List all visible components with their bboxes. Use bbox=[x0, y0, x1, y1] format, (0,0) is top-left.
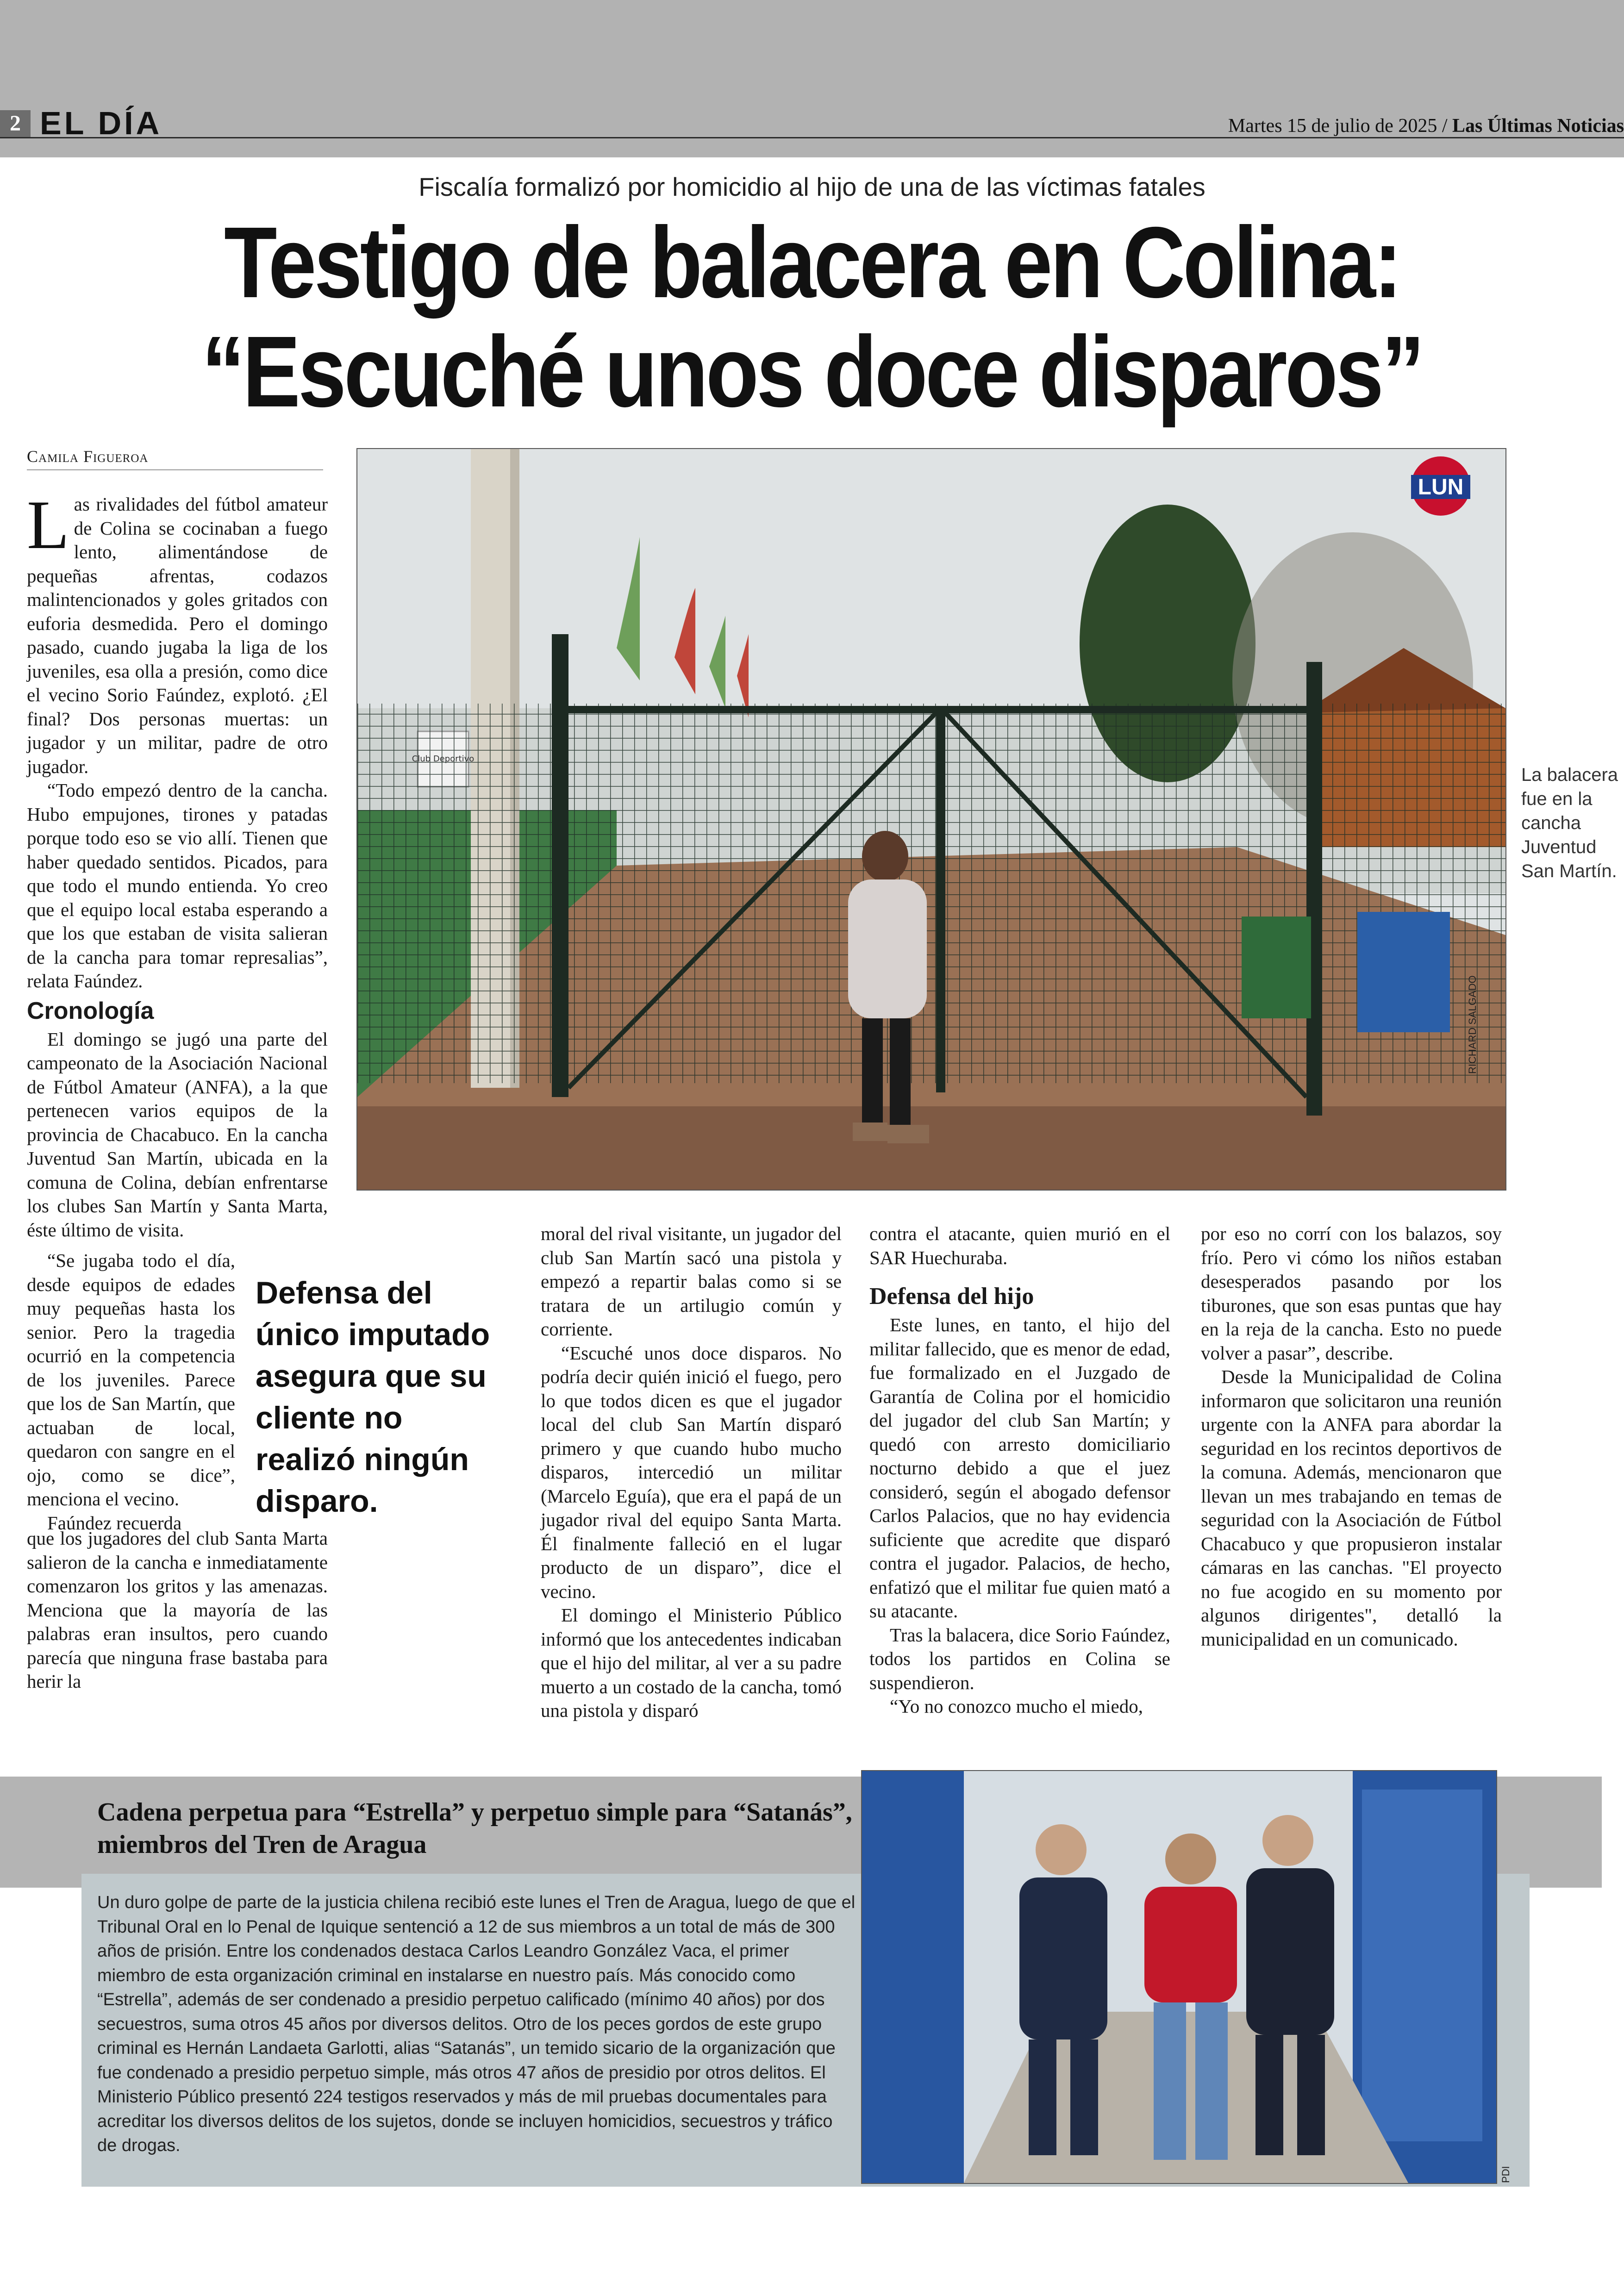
arrest-scene-illustration bbox=[862, 1771, 1496, 2183]
gate-scene-illustration bbox=[357, 449, 1505, 1190]
box-text: Un duro golpe de parte de la justicia chilena recibió este lunes el Tren de Aragua, luego de que el Tribunal Oral en lo Penal de Iquique sentenció a 12 de sus miembros a un total de más de 300 años de prisión. Entre los condenados destaca Carlos Leandro González Vaca, el primer miembro de esta organización criminal en instalarse en nuestro país. Más conocido como “Estrella”, además de ser condenado a presidio perpetuo calificado (mínimo 40 años) por dos secuestros, suma otros 45 años por diversos delitos. Otro de los peces gordos de este grupo criminal es Hernán Landaeta Garlotti, alias “Satanás”, un temido sicario de la organización que fue condenado a presidio perpetuo simple, más otros 47 años de presidio por otros delitos. El Ministerio Público presentó 224 testigos reservados y más de mil pruebas documentales para acreditar los diversos delitos de los sujetos, donde se incluyen homicidios, secuestros y tráfico de drogas. bbox=[97, 1893, 856, 2155]
paragraph: “Se jugaba todo el día, desde equipos de edades muy pequeñas hasta los senior. Pero la tragedia ocurrió en la competencia de los juveniles. Parece que los de San Martín, que actuaban de local, quedaron con sangre en el ojo, como se dice”, menciona el vecino. bbox=[27, 1250, 235, 1509]
paragraph: por eso no corrí con los balazos, soy frío. Pero vi cómo los niños estaban desesperados pasando por los tiburones, que son esas puntas que hay en la reja de la cancha. Esto no puede volver a pasar”, describe. bbox=[1201, 1223, 1502, 1364]
paragraph: El domingo se jugó una parte del campeonato de la Asociación Nacional de Fútbol Amateur (ANFA), a la que pertenecen varios equipos de la provincia de Chacabuco. En la cancha Juventud San Martín, ubicada en la comuna de Colina, debían enfrentarse los clubes San Martín y Santa Marta, éste último de visita. bbox=[27, 1028, 328, 1241]
paragraph: contra el atacante, quien murió en el SAR Huechuraba. bbox=[869, 1223, 1170, 1268]
article-column-4 bbox=[1201, 1222, 1502, 1651]
paragraph: Faúndez recuerda bbox=[47, 1512, 182, 1534]
photo-credit: RICHARD SALGADO bbox=[1467, 975, 1478, 1074]
headline bbox=[114, 208, 1511, 427]
subhead-defensa: Defensa del hijo bbox=[869, 1283, 1034, 1310]
article-column-1-bottom bbox=[27, 1527, 328, 1694]
article-column-3 bbox=[869, 1222, 1170, 1719]
box-title: Cadena perpetua para “Estrella” y perpetuo simple para “Satanás”, miembros del Tren de Aragua bbox=[97, 1798, 852, 1859]
article-column-1-narrow bbox=[27, 1249, 235, 1535]
lun-logo-text: LUN bbox=[1418, 475, 1464, 499]
photo-caption: La balacera fue en la cancha Juventud San Martín. bbox=[1521, 765, 1618, 881]
drop-cap: L bbox=[27, 486, 69, 563]
paragraph: El domingo el Ministerio Público informó que los antecedentes indicaban que el hijo del militar, al ver a su padre muerto a un costado de la cancha, tomó una pistola y disparó bbox=[541, 1604, 842, 1721]
box-photo-credit: PDI bbox=[1500, 2166, 1512, 2183]
paragraph: Tras la balacera, dice Sorio Faúndez, todos los partidos en Colina se suspendieron. bbox=[869, 1624, 1170, 1693]
lead-text: as rivalidades del fútbol amateur de Colina se cocinaban a fuego lento, alimentándose de pequeñas afrentas, codazos malintencionados y goles gritados con euforia desmedida. Pero el domingo pasado, cuando jugaba la liga de los juveniles, esa olla a presión, como dice el vecino Sorio Faúndez, explotó. ¿El final? Dos personas muertas: un jugador y un militar, padre de otro jugador. bbox=[27, 493, 328, 777]
paragraph: moral del rival visitante, un jugador del club San Martín sacó una pistola y empezó a repartir balas como si se tratara de un artilugio común y corriente. bbox=[541, 1223, 842, 1340]
lun-logo bbox=[1411, 456, 1470, 516]
article-column-2 bbox=[541, 1222, 842, 1723]
headline-line-1: Testigo de balacera en Colina: bbox=[224, 206, 1400, 319]
pull-quote: Defensa del único imputado asegura que su cliente no realizó ningún disparo. bbox=[256, 1275, 490, 1519]
section-name: EL DÍA bbox=[40, 105, 162, 141]
headline-line-2: “Escuché unos doce disparos” bbox=[201, 316, 1423, 428]
publication-name: Las Últimas Noticias bbox=[1452, 115, 1624, 137]
article-column-1 bbox=[27, 486, 328, 1242]
main-photo bbox=[356, 448, 1506, 1191]
box-photo bbox=[861, 1770, 1497, 2184]
paragraph-lead bbox=[27, 486, 328, 779]
paragraph: que los jugadores del club Santa Marta salieron de la cancha e inmediatamente comenzaron los gritos y las amenazas. Menciona que la mayoría de las palabras eran insultos, pero cuando parecía que ninguna frase bastaba para herir la bbox=[27, 1528, 328, 1692]
dateline-separator: / bbox=[1442, 115, 1448, 137]
dateline bbox=[1228, 113, 1624, 139]
paragraph: “Todo empezó dentro de la cancha. Hubo empujones, tirones y patadas porque todo eso se vio allí. Tienen que haber quedado sentidos. Picados, para que todo el mundo entienda. Yo creo que el equipo local estaba esperando a que los que estaban de visita salieran de la cancha para tomar represalias”, relata Faúndez. bbox=[27, 780, 328, 992]
page-number: 2 bbox=[0, 110, 31, 137]
byline: Camila Figueroa bbox=[27, 446, 323, 470]
subhead-cronologia: Cronología bbox=[27, 997, 154, 1024]
paragraph: Desde la Municipalidad de Colina informaron que solicitaron una reunión urgente con la ANFA para abordar la seguridad en los recintos deportivos de la comuna. Además, mencionaron que llevan un mes trabajando en temas de seguridad con la Asociación de Fútbol Chacabuco y que propusieron instalar cámaras en las canchas. "El proyecto no fue acogido en su momento por algunos dirigentes", detalló la municipalidad en un comunicado. bbox=[1201, 1366, 1502, 1650]
paragraph: “Escuché unos doce disparos. No podría decir quién inició el fuego, pero lo que todos dicen es que el jugador local del club San Martín disparó primero y que cuando hubo mucho disparos, intercedió un militar (Marcelo Eguía), que era el papá de un jugador rival del equipo Santa Marta. Él finalmente falleció en el lugar producto de un disparo”, dice el vecino. bbox=[541, 1342, 842, 1602]
paragraph: “Yo no conozco mucho el miedo, bbox=[890, 1696, 1143, 1717]
kicker: Fiscalía formalizó por homicidio al hijo de una de las víctimas fatales bbox=[418, 172, 1206, 201]
paragraph: Este lunes, en tanto, el hijo del militar fallecido, que es menor de edad, fue formalizado en el Juzgado de Garantía de Colina por el homicidio del jugador del club San Martín; y quedó con arresto domiciliario nocturno debido a que el juez consideró, según el abogado defensor Carlos Palacios, que no hay evidencia suficiente que acredite que disparó contra el jugador. Palacios, de hecho, enfatizó que el militar fue quien mató a su atacante. bbox=[869, 1314, 1170, 1621]
issue-date: Martes 15 de julio de 2025 bbox=[1228, 115, 1437, 137]
